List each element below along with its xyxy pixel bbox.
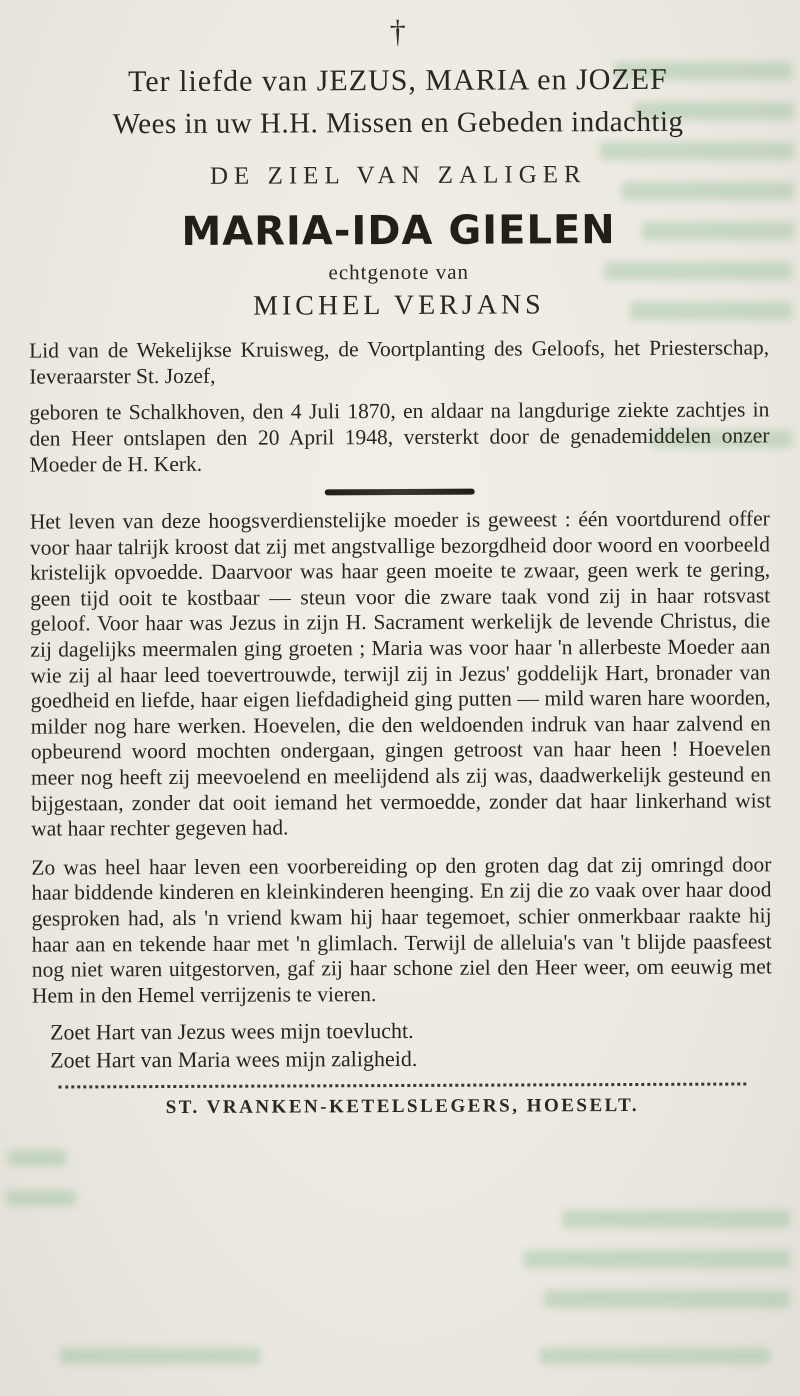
prayer-line-2: Zoet Hart van Maria wees mijn zaligheid. bbox=[50, 1046, 418, 1073]
prayer-line-1: Zoet Hart van Jezus wees mijn toevlucht. bbox=[50, 1018, 414, 1045]
eulogy-paragraph-1: Het leven van deze hoogsverdienstelijke moeder is geweest : één voortdurend offer voor haar talrijk kroost dat zij met angstvallige bezorgdheid door woord en voorbeeld kristelijk opvoedde. Daarvoor was haar geen moeite te zwaar, geen werk te gering, geen tijd ooit te kostbaar — steun voor die zware taak vond zij in haar rotsvast geloof. Voor haar was Jezus in zijn H. Sacrament werkelijk de levende Christus, die zij dagelijks meermalen ging groeten ; Maria was voor haar 'n allerbeste Moeder aan wie zij al haar leed toevertrouwde, terwijl zij in Jezus' goddelijk Hart, bronader van goedheid en liefde, haar eigen liefdadigheid ging putten — mild waren hare woorden, milder nog hare werken. Hoevelen, die den weldoenden indruk van haar zalvend en opbeurend woord mochten ondergaan, gingen getroost van haar heen ! Hoevelen meer nog heeft zij meevoelend en meelijdend als zij was, daadwerkelijk gesteund en bijgestaan, zonder dat ooit iemand het vermoedde, zonder dat haar linkerhand wist wat haar rechter gegeven had. bbox=[29, 506, 772, 841]
page-bleed-text bbox=[8, 1150, 66, 1166]
dotted-divider bbox=[58, 1083, 746, 1089]
page-bleed-text bbox=[6, 1190, 76, 1206]
cross-icon: † bbox=[389, 12, 406, 50]
membership-paragraph: Lid van de Wekelijkse Kruisweg, de Voortplanting des Geloofs, het Priesterschap, Ieveraarster St. Jozef, bbox=[29, 335, 770, 389]
page-bleed-text bbox=[524, 1250, 790, 1268]
eulogy-paragraph-2: Zo was heel haar leven een voorbereiding op den groten dag dat zij omringd door haar biddende kinderen en kleinkinderen heenging. En zij die zo vaak over haar dood gesproken had, als 'n vriend kwam hij haar tegemoet, schier onmerkbaar raakte hij haar aan en tekende haar met 'n glimlach. Terwijl de alleluia's van 't blijde paasfeest nog niet waren uitgestorven, gaf zij haar schone ziel den Heer weer, om eeuwig met Hem in den Hemel verrijzenis te vieren. bbox=[31, 852, 772, 1008]
printer-imprint: ST. VRANKEN-KETELSLEGERS, HOESELT. bbox=[165, 1095, 640, 1119]
dedication-line-1: Ter liefde van JEZUS, MARIA en JOZEF bbox=[127, 62, 668, 99]
section-divider bbox=[325, 489, 475, 496]
dedication-line-2: Wees in uw H.H. Missen en Gebeden indachtig bbox=[112, 105, 684, 141]
page-bleed-text bbox=[60, 1348, 260, 1364]
birth-death-paragraph: geboren te Schalkhoven, den 4 Juli 1870, en aldaar na langdurige ziekte zachtjes in den Heer ontslapen den 20 April 1948, versterkt door de genademiddelen onzer Moeder de H. Kerk. bbox=[29, 397, 770, 477]
spouse-name: MICHEL VERJANS bbox=[252, 289, 545, 322]
deceased-name: MARIA-IDA GIELEN bbox=[181, 207, 616, 255]
soul-of-the-blessed-line: DE ZIEL VAN ZALIGER bbox=[209, 161, 587, 190]
relation-label: echtgenote van bbox=[328, 259, 470, 285]
page-bleed-text bbox=[540, 1348, 770, 1364]
page-bleed-text bbox=[562, 1210, 790, 1228]
prayer-lines bbox=[32, 1016, 772, 1075]
page-bleed-text bbox=[544, 1290, 790, 1308]
